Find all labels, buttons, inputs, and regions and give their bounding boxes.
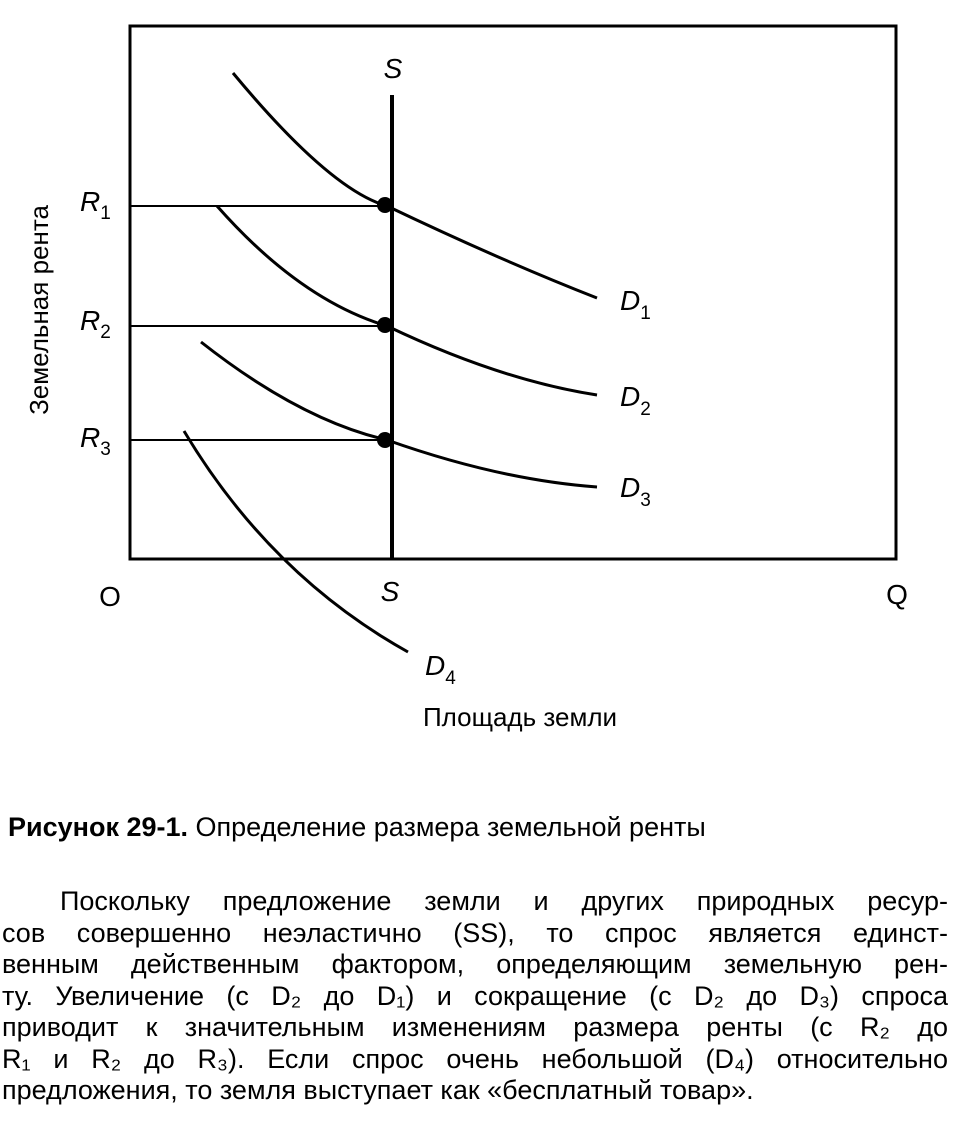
paragraph-line: предложения, то земля выступает как «бесплатный товар». (2, 1075, 754, 1105)
paragraph-line: сов совершенно неэластично (SS), то спрос является единст- (2, 917, 948, 948)
paragraph-line: Поскольку предложение земли и других природных ресур- (60, 886, 948, 916)
paragraph-line: приводит к значительным изменениям размера ренты (с R₂ до (2, 1012, 948, 1042)
figure-caption (8, 810, 948, 844)
body-paragraph (2, 886, 948, 1107)
demand-curve-d4 (184, 431, 408, 652)
figure-title: Определение размера земельной ренты (195, 812, 706, 842)
demand-curve-d1 (233, 73, 597, 298)
demand-curve-d2 (217, 206, 597, 395)
paragraph-line: ту. Увеличение (с D₂ до D₁) и сокращение (с D₂ до D₃) спроса (2, 980, 948, 1011)
plot-frame (130, 26, 896, 559)
x-axis-label: Площадь земли (422, 702, 618, 732)
rent-label-r3: $R_3$ (80, 422, 111, 460)
demand-label-d2: $D_2$ (620, 381, 651, 420)
demand-curve-d3 (201, 342, 597, 487)
equilibrium-point-r2 (377, 317, 393, 333)
equilibrium-point-r3 (377, 432, 393, 448)
demand-label-d3: $D_3$ (620, 472, 651, 511)
x-end-label: Q (886, 579, 908, 610)
paragraph-line: R₁ и R₂ до R₃). Если спрос очень небольшой (D₄) относительно (2, 1043, 948, 1074)
figure-number: Рисунок 29-1. (8, 812, 188, 842)
rent-label-r2: $R_2$ (80, 305, 111, 343)
equilibrium-point-r1 (377, 197, 393, 213)
demand-label-d4: $D_4$ (425, 650, 456, 689)
origin-label: O (99, 581, 121, 612)
supply-label-bottom: S (380, 576, 400, 607)
y-axis-label: Земельная рента (24, 205, 54, 415)
rent-label-r1: $R_1$ (80, 186, 111, 224)
supply-label-top: S (383, 53, 403, 84)
demand-label-d1: $D_1$ (620, 285, 651, 324)
paragraph-line: венным действенным фактором, определяющим земельную рен- (2, 949, 948, 979)
